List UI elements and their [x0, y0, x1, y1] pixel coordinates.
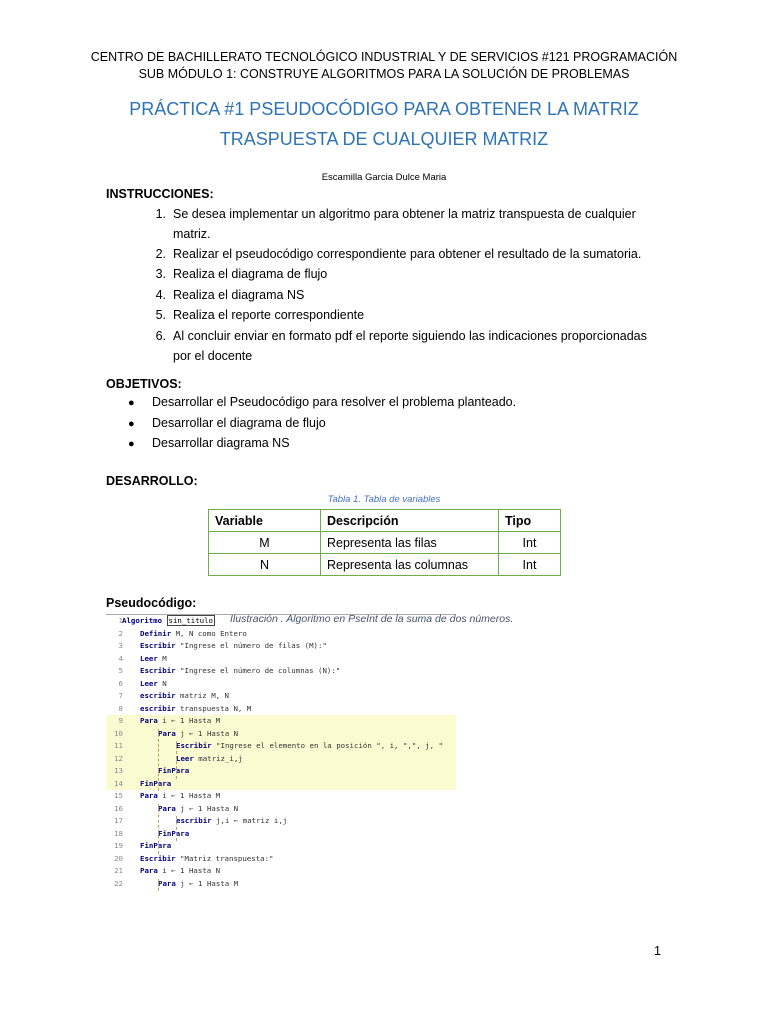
header-line-1: CENTRO DE BACHILLERATO TECNOLÓGICO INDUSTRIAL Y DE SERVICIOS #121 PROGRAMACIÓN — [90, 50, 678, 64]
table-cell: N — [209, 554, 321, 576]
line-number: 15 — [114, 791, 123, 800]
code-text: Para j ← 1 Hasta N — [158, 803, 239, 813]
code-text: escribir matriz M, N — [140, 691, 230, 700]
table-cell: M — [209, 532, 321, 554]
line-number: 8 — [118, 703, 123, 713]
indent-guide — [176, 741, 177, 779]
code-text: FinPara — [158, 766, 190, 775]
line-number: 17 — [114, 816, 123, 825]
line-number: 22 — [114, 878, 123, 888]
code-line — [106, 790, 456, 803]
code-text: escribir transpuesta N, M — [140, 703, 252, 713]
code-line — [106, 703, 456, 716]
page-number: 1 — [654, 944, 661, 958]
title-line-1: PRÁCTICA #1 PSEUDOCÓDIGO PARA OBTENER LA MATRIZ — [129, 99, 639, 119]
list-number: 3. — [155, 267, 166, 281]
instructions-heading: INSTRUCCIONES: — [106, 187, 214, 201]
list-number: 2. — [155, 247, 166, 261]
code-line — [106, 628, 456, 641]
code-line — [106, 865, 456, 878]
code-text: Escribir "Ingrese el elemento en la posición ", i, ",", j, " — [176, 741, 443, 750]
bullet-icon: ● — [128, 438, 135, 450]
pseudocode-heading: Pseudocódigo: — [106, 596, 197, 610]
figure-caption: Ilustración . Algoritmo en PseInt de la suma de dos números. — [230, 613, 514, 625]
line-number: 9 — [118, 716, 123, 725]
line-number: 5 — [118, 666, 123, 675]
indent-guide — [176, 816, 177, 841]
list-number: 6. — [155, 329, 166, 343]
line-number: 10 — [114, 728, 123, 738]
line-number: 6 — [118, 678, 123, 688]
author: Escamilla Garcia Dulce Maria — [321, 172, 447, 183]
bullet-icon: ● — [128, 397, 135, 409]
development-heading: DESARROLLO: — [106, 474, 198, 488]
code-text: Definir M, N como Entero — [140, 628, 247, 638]
table-cell: Representa las columnas — [321, 554, 499, 576]
line-number: 12 — [114, 753, 123, 763]
line-number: 18 — [114, 828, 123, 838]
code-line — [106, 690, 456, 703]
line-number: 16 — [114, 803, 123, 813]
list-text: Realiza el diagrama NS — [173, 288, 305, 302]
code-text: Para i ← 1 Hasta M — [140, 791, 221, 800]
table-cell: Int — [499, 554, 561, 576]
code-text: Leer M — [140, 653, 167, 663]
line-number: 21 — [114, 866, 123, 875]
code-line — [106, 640, 456, 653]
header-line-2: SUB MÓDULO 1: CONSTRUYE ALGORITMOS PARA LA SOLUCIÓN DE PROBLEMAS — [138, 67, 630, 81]
list-number: 5. — [155, 308, 166, 322]
table-caption: Tabla 1. Tabla de variables — [327, 494, 441, 505]
title-line-2: TRASPUESTA DE CUALQUIER MATRIZ — [219, 129, 549, 149]
indent-guide — [158, 804, 159, 854]
code-line — [106, 665, 456, 678]
bullet-icon: ● — [128, 418, 135, 430]
line-number: 2 — [118, 628, 123, 638]
list-text: Realiza el reporte correspondiente — [173, 308, 365, 322]
objectives-heading: OBJETIVOS: — [106, 377, 182, 391]
line-number: 14 — [114, 778, 123, 788]
code-text: Leer N — [140, 678, 167, 688]
pseudocode-screenshot — [106, 614, 456, 899]
code-text: Para j ← 1 Hasta N — [158, 728, 239, 738]
line-number: 3 — [118, 641, 123, 650]
line-number: 19 — [114, 841, 123, 850]
table-header-row — [209, 510, 561, 532]
objective-item: Desarrollar el diagrama de flujo — [152, 416, 326, 430]
objective-item: Desarrollar diagrama NS — [152, 436, 290, 450]
line-number: 7 — [118, 691, 123, 700]
table-row — [209, 554, 561, 576]
code-line — [106, 653, 456, 666]
list-text: Se desea implementar un algoritmo para obtener la matriz transpuesta de cualquier matriz. — [173, 207, 636, 241]
variables-table — [208, 509, 561, 576]
code-text: escribir j,i ← matriz i,j — [176, 816, 288, 825]
line-number: 4 — [118, 653, 123, 663]
indent-guide — [158, 729, 159, 792]
list-text: Al concluir enviar en formato pdf el reporte siguiendo las indicaciones proporcionadas por el docente — [173, 329, 647, 363]
table-row — [209, 532, 561, 554]
table-cell: Int — [499, 532, 561, 554]
code-text: FinPara — [140, 841, 172, 850]
table-header-cell: Tipo — [499, 510, 561, 532]
code-line — [106, 715, 456, 728]
table-header-cell: Descripción — [321, 510, 499, 532]
code-line — [106, 853, 456, 866]
code-text: Para j ← 1 Hasta M — [158, 878, 239, 888]
code-text: FinPara — [140, 778, 172, 788]
code-text: FinPara — [158, 828, 190, 838]
table-cell: Representa las filas — [321, 532, 499, 554]
table-header-cell: Variable — [209, 510, 321, 532]
line-number: 20 — [114, 853, 123, 863]
list-number: 1. — [155, 207, 166, 221]
code-text: Leer matriz_i,j — [176, 753, 243, 763]
code-line — [106, 678, 456, 691]
list-text: Realiza el diagrama de flujo — [173, 267, 328, 281]
algorithm-name-box: sin_titulo — [168, 616, 213, 625]
code-text: Escribir "Ingrese el número de columnas (N):" — [140, 666, 341, 675]
code-text: Para i ← 1 Hasta N — [140, 866, 221, 875]
objective-item: Desarrollar el Pseudocódigo para resolver el problema planteado. — [152, 395, 517, 409]
code-text: Para i ← 1 Hasta M — [140, 716, 221, 725]
line-number: 13 — [114, 766, 123, 775]
indent-guide — [158, 879, 159, 892]
code-text: Algoritmo sin_titulo — [122, 616, 213, 625]
line-number: 11 — [114, 741, 123, 750]
code-text: Escribir "Matriz transpuesta:" — [140, 853, 274, 863]
list-number: 4. — [155, 288, 166, 302]
code-text: Escribir "Ingrese el número de filas (M):" — [140, 641, 327, 650]
line-number: 1 — [118, 616, 123, 625]
list-text: Realizar el pseudocódigo correspondiente para obtener el resultado de la sumatoria. — [173, 247, 642, 261]
